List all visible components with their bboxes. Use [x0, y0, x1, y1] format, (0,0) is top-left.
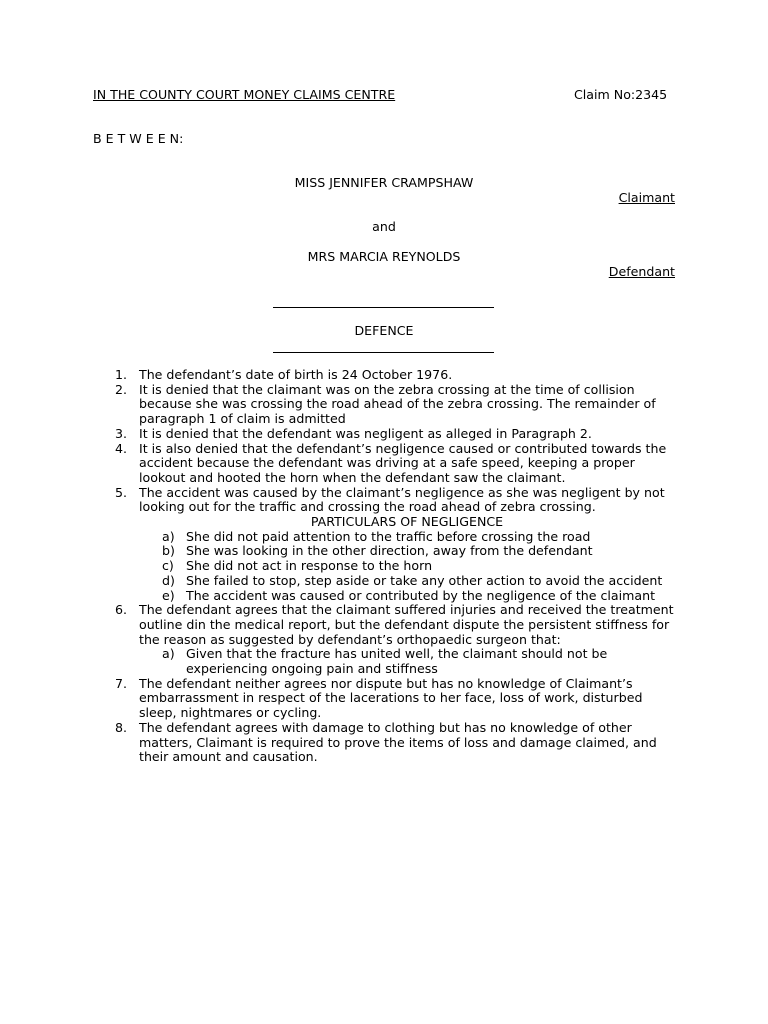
item-label: a)	[162, 528, 175, 544]
paragraph-number: 6.	[115, 602, 128, 618]
paragraph-6	[0, 603, 679, 677]
paragraph-number: 2.	[115, 381, 128, 397]
paragraph-number: 1.	[115, 367, 128, 382]
document-title: DEFENCE	[354, 323, 414, 338]
item-text: She was looking in the other direction, away from the defendant	[186, 543, 593, 559]
paragraph-text: The defendant agrees that the claimant suffered injuries and received the treatment outline din the medical report, but the defendant dispute the persistent stiffness for the reason as suggested by defendant’s orthopaedic surgeon that:	[139, 602, 674, 647]
particular-item	[139, 589, 676, 604]
paragraph-number: 5.	[115, 484, 128, 500]
item-label: d)	[162, 572, 175, 588]
paragraph-text: It is also denied that the defendant’s negligence caused or contributed towards the accident because the defendant was driving at a safe speed, keeping a proper lookout and hooted the horn when the defendant saw the claimant.	[139, 440, 667, 485]
paragraph-text: The defendant’s date of birth is 24 October 1976.	[139, 367, 453, 382]
claimant-name: MISS JENNIFER CRAMPSHAW	[294, 175, 474, 190]
sub-list	[139, 647, 679, 676]
item-text: The accident was caused or contributed by the negligence of the claimant	[186, 587, 656, 603]
court-heading: IN THE COUNTY COURT MONEY CLAIMS CENTRE	[93, 87, 396, 102]
paragraph-8	[0, 721, 679, 765]
claimant-role: Claimant	[618, 190, 675, 205]
between-label: B E T W E E N:	[93, 131, 184, 146]
paragraph-text: The defendant neither agrees nor dispute but has no knowledge of Claimant’s embarrassment in respect of the lacerations to her face, loss of work, disturbed sleep, nightmares or cycling.	[139, 675, 643, 721]
item-text: She failed to stop, step aside or take any other action to avoid the accident	[186, 572, 663, 588]
paragraph-7	[0, 677, 679, 721]
paragraph-5	[0, 486, 679, 604]
title-rule-top	[273, 307, 494, 308]
paragraph-number: 7.	[115, 675, 128, 691]
paragraph-number: 8.	[115, 719, 128, 735]
paragraph-number: 4.	[115, 440, 128, 456]
defence-paragraphs	[0, 368, 768, 765]
item-label: c)	[162, 558, 174, 574]
item-text: She did not act in response to the horn	[186, 558, 433, 574]
defendant-name: MRS MARCIA REYNOLDS	[307, 249, 461, 264]
claim-number: Claim No:2345	[574, 87, 668, 102]
and-label: and	[372, 219, 396, 234]
paragraph-1	[0, 368, 679, 383]
particular-item	[139, 544, 676, 559]
paragraph-text: It is denied that the claimant was on the zebra crossing at the time of collision because she was crossing the road ahead of the zebra crossing. The remainder of paragraph 1 of claim is admitted	[139, 381, 656, 427]
item-text: She did not paid attention to the traffic before crossing the road	[186, 528, 591, 544]
particular-item	[139, 559, 676, 574]
sub-item	[139, 647, 676, 676]
particular-item	[139, 574, 676, 589]
particulars-heading: PARTICULARS OF NEGLIGENCE	[310, 514, 504, 530]
title-rule-bottom	[273, 352, 494, 353]
paragraph-4	[0, 442, 679, 486]
item-label: b)	[162, 543, 175, 559]
item-text: Given that the fracture has united well, the claimant should not be experiencing ongoing pain and stiffness	[186, 646, 608, 677]
paragraph-text: The accident was caused by the claimant’s negligence as she was negligent by not looking out for the traffic and crossing the road ahead of zebra crossing.	[139, 484, 665, 515]
paragraph-2	[0, 383, 679, 427]
item-label: a)	[162, 646, 175, 662]
paragraph-3	[0, 427, 679, 442]
paragraph-text: It is denied that the defendant was negligent as alleged in Paragraph 2.	[139, 425, 592, 441]
paragraph-number: 3.	[115, 425, 128, 441]
item-label: e)	[162, 587, 175, 603]
defendant-role: Defendant	[608, 264, 675, 279]
paragraph-text: The defendant agrees with damage to clothing but has no knowledge of other matters, Claimant is required to prove the items of loss and damage claimed, and their amount and causation.	[139, 719, 657, 765]
particular-item	[139, 530, 676, 545]
particulars-list	[139, 530, 679, 604]
